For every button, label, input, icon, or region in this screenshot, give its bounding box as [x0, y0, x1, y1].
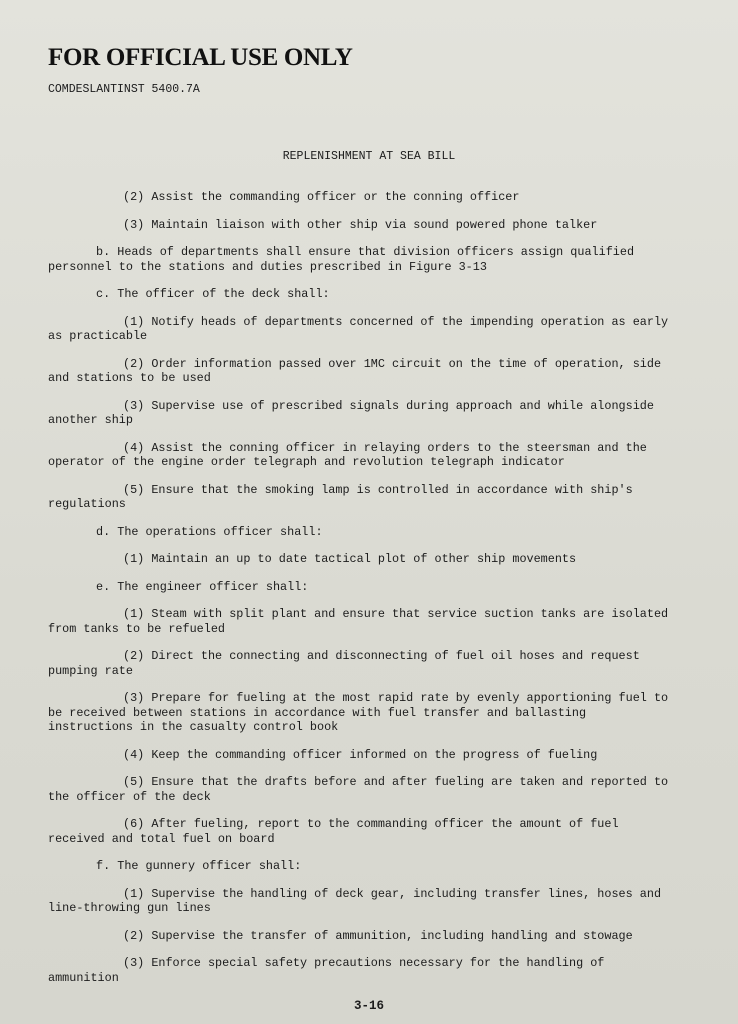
paragraph-item: (2) Order information passed over 1MC circuit on the time of operation, side and stations to be used	[48, 356, 669, 385]
paragraph-item: (4) Keep the commanding officer informed on the progress of fueling	[123, 747, 598, 762]
instruction-number: COMDESLANTINST 5400.7A	[48, 83, 200, 96]
paragraph-item: (2) Supervise the transfer of ammunition, including handling and stowage	[123, 928, 633, 943]
paragraph-item: b. Heads of departments shall ensure that division officers assign qualified personnel to the stations and duties prescribed in Figure 3-13	[48, 245, 642, 274]
paragraph-item: (1) Steam with split plant and ensure that service suction tanks are isolated from tanks to be refueled	[48, 607, 676, 636]
paragraph-item: (3) Maintain liaison with other ship via sound powered phone talker	[123, 217, 598, 232]
page-number: 3-16	[353, 999, 384, 1013]
paragraph-item: (1) Supervise the handling of deck gear, including transfer lines, hoses and line-throwing gun lines	[48, 886, 669, 915]
paragraph-item: d. The operations officer shall:	[96, 524, 323, 539]
paragraph-item: (4) Assist the conning officer in relaying orders to the steersman and the operator of the engine order telegraph and revolution telegraph indicator	[48, 440, 654, 469]
paragraph-item: (3) Enforce special safety precautions necessary for the handling of ammunition	[48, 956, 612, 985]
paragraph-item: (1) Maintain an up to date tactical plot of other ship movements	[123, 552, 577, 566]
paragraph-item: (5) Ensure that the smoking lamp is controlled in accordance with ship's regulations	[48, 482, 640, 511]
paragraph-item: (1) Notify heads of departments concerned of the impending operation as early as practicable	[48, 314, 676, 343]
paragraph-item: f. The gunnery officer shall:	[96, 859, 302, 873]
document-title: REPLENISHMENT AT SEA BILL	[282, 150, 456, 163]
paragraph-item: (2) Direct the connecting and disconnecting of fuel oil hoses and request pumping rate	[48, 649, 647, 678]
paragraph-item: (3) Supervise use of prescribed signals during approach and while alongside another ship	[48, 398, 662, 427]
paragraph-item: (3) Prepare for fueling at the most rapid rate by evenly apportioning fuel to be received between stations in accordance with fuel transfer and ballasting instructions in the casualty control book	[48, 691, 676, 734]
classification-banner: FOR OFFICIAL USE ONLY	[48, 44, 353, 71]
document-body	[48, 190, 676, 985]
paragraph-item: (5) Ensure that the drafts before and after fueling are taken and reported to the officer of the deck	[48, 775, 676, 804]
paragraph-item: e. The engineer officer shall:	[96, 579, 309, 594]
paragraph-item: (6) After fueling, report to the commanding officer the amount of fuel received and total fuel on board	[48, 817, 626, 846]
paragraph-item: (2) Assist the commanding officer or the conning officer	[123, 190, 520, 204]
paragraph-item: c. The officer of the deck shall:	[96, 287, 330, 301]
